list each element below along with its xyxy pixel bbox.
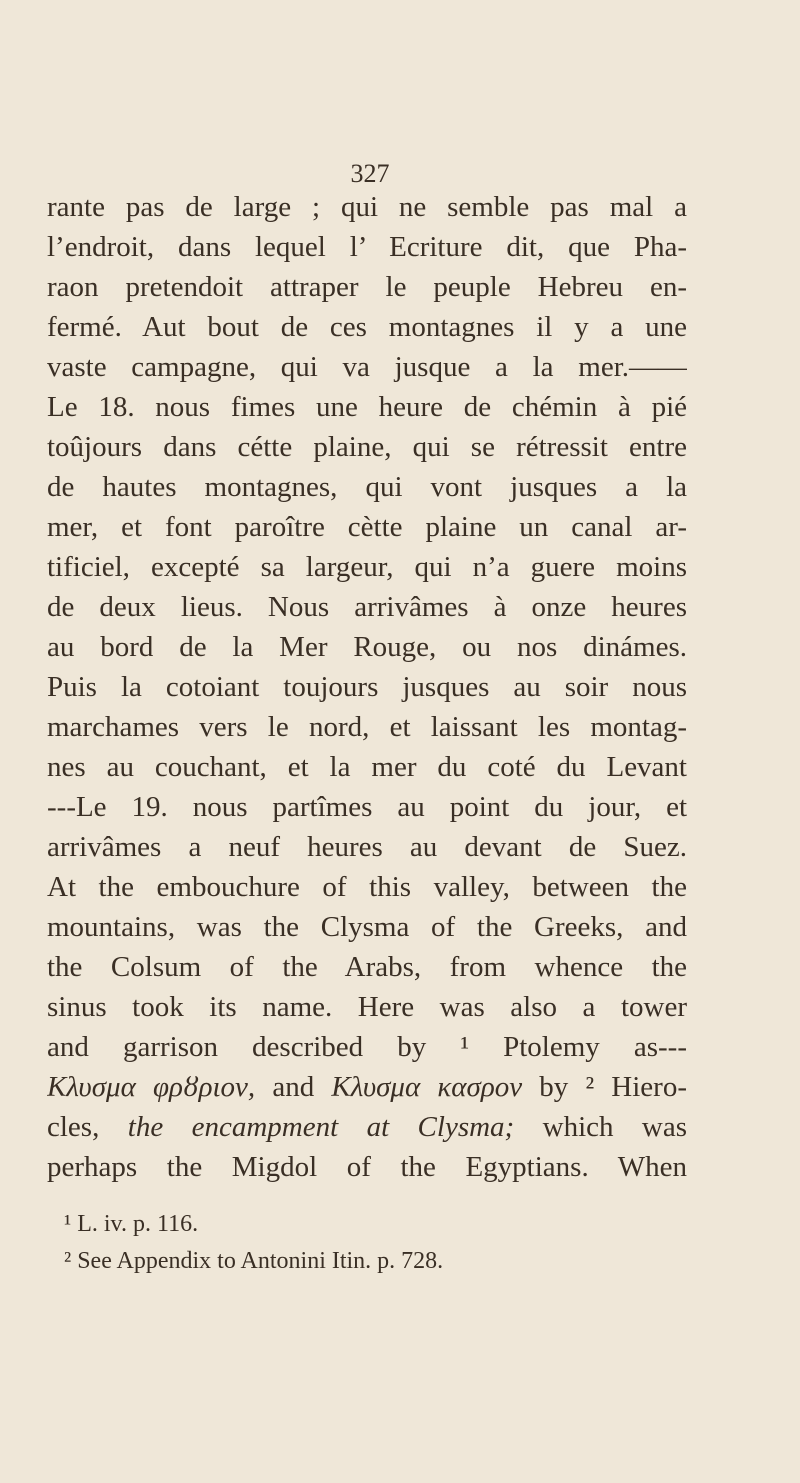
page-number: 327 xyxy=(350,159,390,188)
text-line: de hautes montagnes, qui vont jusques a la xyxy=(47,471,687,503)
footnotes xyxy=(64,1206,684,1280)
text-line: perhaps the Migdol of the Egyptians. When xyxy=(47,1151,687,1183)
greek-phrase: Κλυσμα κασρον xyxy=(331,1071,523,1103)
text-line: ---Le 19. nous partîmes au point du jour, et xyxy=(47,791,687,823)
text-line: raon pretendoit attraper le peuple Hebreu en- xyxy=(47,271,687,303)
text-line: Puis la cotoiant toujours jusques au soir nous xyxy=(47,671,687,703)
text-line: tificiel, excepté sa largeur, qui n’a guere moins xyxy=(47,551,687,583)
text-line: sinus took its name. Here was also a tower xyxy=(47,991,687,1023)
text-span: and xyxy=(272,1071,315,1103)
text-line: Le 18. nous fimes une heure de chémin à pié xyxy=(47,391,687,423)
footnote: ² See Appendix to Antonini Itin. p. 728. xyxy=(64,1248,444,1274)
text-span: by ² Hiero- xyxy=(539,1071,687,1103)
text-line: and garrison described by ¹ Ptolemy as--- xyxy=(47,1031,687,1063)
text-line: marchames vers le nord, et laissant les montag- xyxy=(47,711,687,743)
text-line: l’endroit, dans lequel l’ Ecriture dit, que Pha- xyxy=(47,231,687,263)
body-text xyxy=(47,187,687,1187)
italic-line xyxy=(47,1107,687,1147)
footnote: ¹ L. iv. p. 116. xyxy=(64,1211,199,1237)
text-line: toûjours dans cétte plaine, qui se rétressit entre xyxy=(47,431,687,463)
text-line: At the embouchure of this valley, between the xyxy=(47,871,687,903)
text-line: vaste campagne, qui va jusque a la mer.—— xyxy=(47,351,687,383)
text-span: cles, xyxy=(47,1111,100,1143)
text-line: nes au couchant, et la mer du coté du Levant xyxy=(47,751,687,783)
text-line: de deux lieus. Nous arrivâmes à onze heures xyxy=(47,591,687,623)
text-line: arrivâmes a neuf heures au devant de Suez. xyxy=(47,831,687,863)
text-span: which was xyxy=(542,1111,687,1143)
text-line: au bord de la Mer Rouge, ou nos dinámes. xyxy=(47,631,687,663)
text-line: the Colsum of the Arabs, from whence the xyxy=(47,951,687,983)
text-line: mer, et font paroître cètte plaine un canal ar- xyxy=(47,511,687,543)
text-line: fermé. Aut bout de ces montagnes il y a une xyxy=(47,311,687,343)
text-line: mountains, was the Clysma of the Greeks, and xyxy=(47,911,687,943)
greek-phrase: Κλυσμα φρȣριον, xyxy=(47,1071,256,1103)
greek-line xyxy=(47,1067,687,1107)
text-line: rante pas de large ; qui ne semble pas mal a xyxy=(47,191,687,223)
italic-phrase: the encampment at Clysma; xyxy=(127,1111,515,1143)
